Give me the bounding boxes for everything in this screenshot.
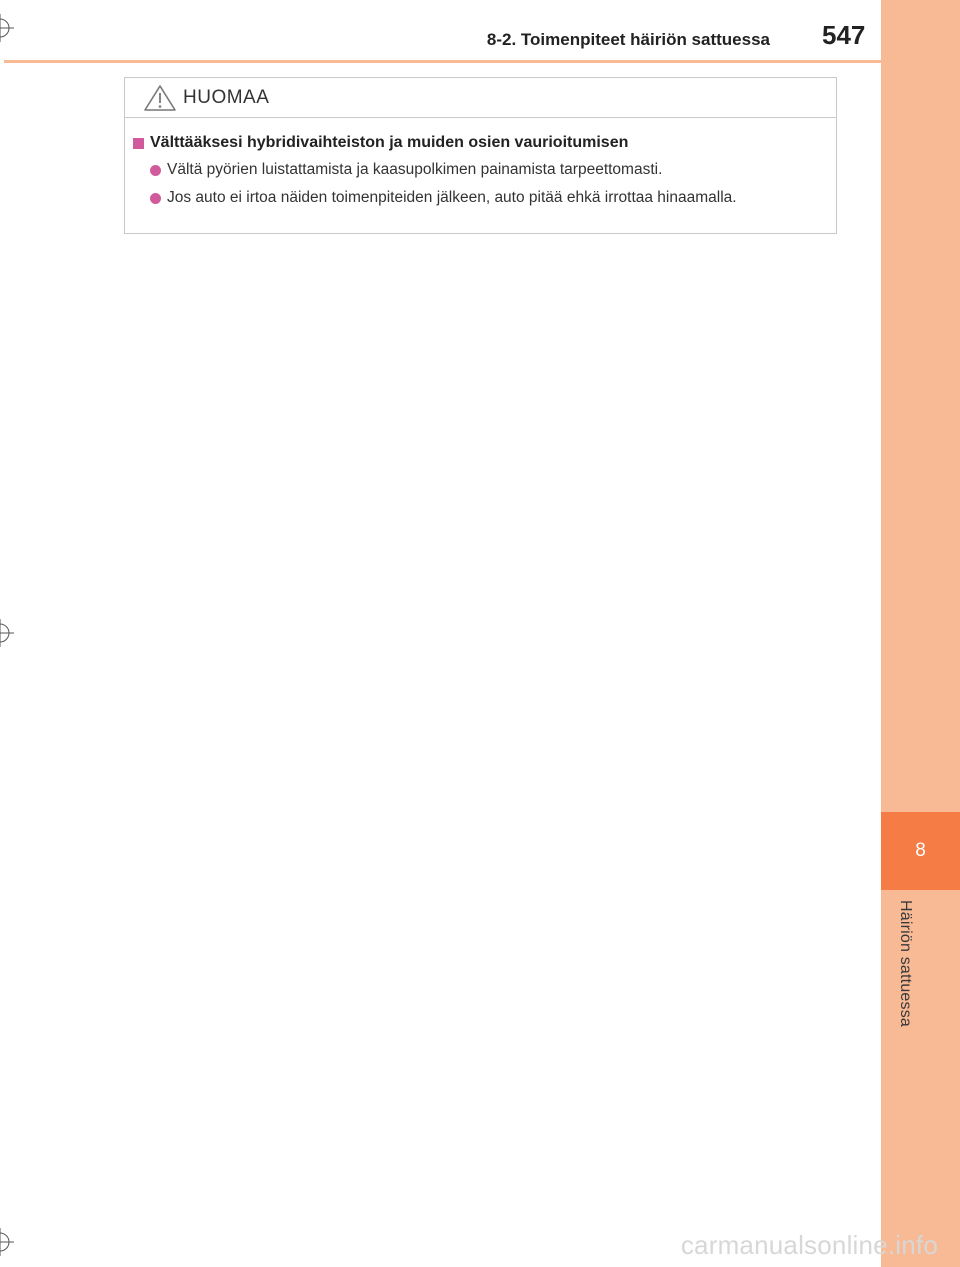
watermark: carmanualsonline.info: [680, 1230, 938, 1260]
warning-triangle-icon: [143, 84, 177, 112]
chapter-number: 8: [915, 840, 926, 861]
square-bullet-icon: [133, 138, 144, 149]
chapter-tab[interactable]: [881, 812, 960, 890]
notice-body: [125, 118, 836, 207]
list-item: [150, 161, 836, 179]
crop-mark-top-left: [0, 14, 14, 42]
list-item: [150, 189, 836, 207]
page-number: 547: [822, 20, 866, 50]
notice-box: [124, 77, 837, 234]
round-bullet-icon: [150, 165, 161, 176]
round-bullet-icon: [150, 193, 161, 204]
notice-header: [125, 78, 836, 118]
chapter-side-strip: [881, 0, 960, 1267]
crop-mark-bottom-left: [0, 1228, 14, 1256]
notice-label: HUOMAA: [183, 86, 270, 108]
list-item-text: Vältä pyörien luistattamista ja kaasupolkimen painamista tarpeettomasti.: [167, 161, 663, 178]
notice-section-heading: [133, 134, 836, 152]
crop-mark-middle-left: [0, 619, 14, 647]
chapter-title: Häiriön sattuessa: [897, 900, 914, 1028]
list-item-text: Jos auto ei irtoa näiden toimenpiteiden jälkeen, auto pitää ehkä irrottaa hinaamalla.: [167, 189, 737, 206]
header-divider: [4, 60, 960, 63]
notice-section-heading-text: Välttääksesi hybridivaihteiston ja muiden osien vaurioitumisen: [150, 134, 629, 151]
section-title: 8-2. Toimenpiteet häiriön sattuessa: [486, 30, 770, 49]
